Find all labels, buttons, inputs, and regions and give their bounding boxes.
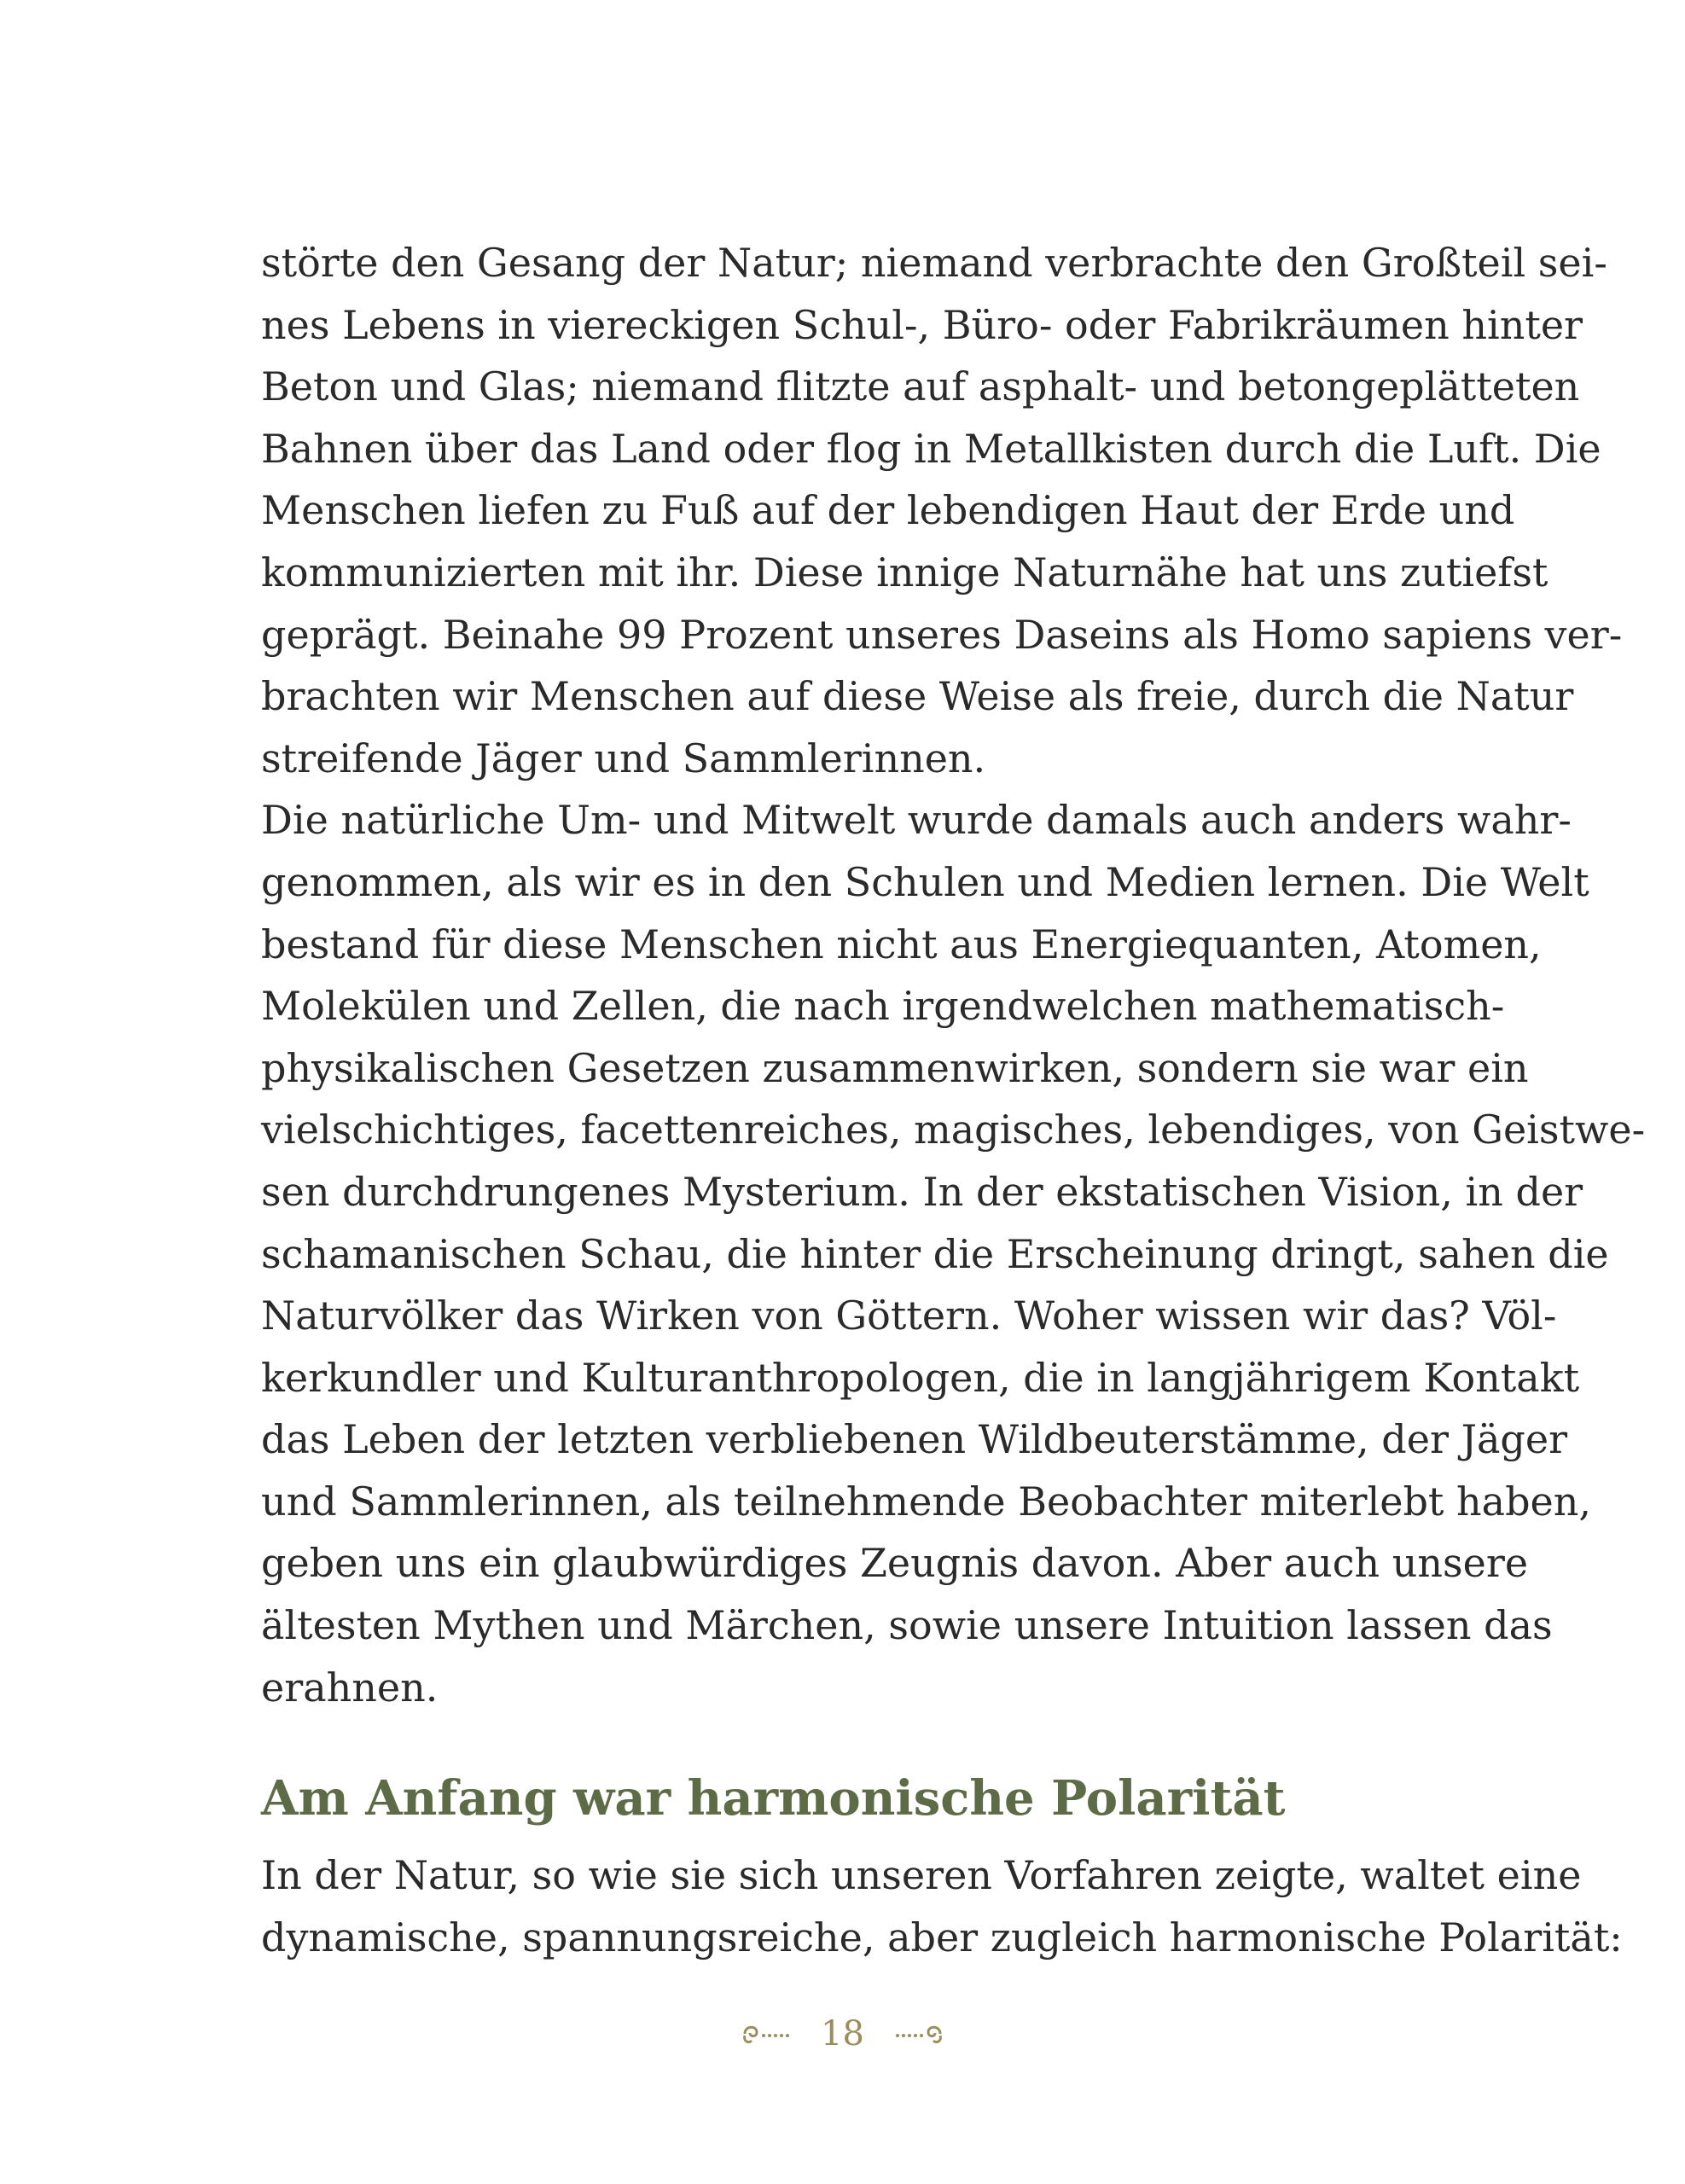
text-line: Menschen liefen zu Fuß auf der lebendigen Haut der Erde und xyxy=(261,487,1515,534)
paragraph-3 xyxy=(261,1844,1623,1968)
text-line: das Leben der letzten verbliebenen Wildbeuterstämme, der Jäger xyxy=(261,1416,1568,1463)
text-line: Bahnen über das Land oder flog in Metallkisten durch die Luft. Die xyxy=(261,425,1601,472)
scroll-ornament-icon xyxy=(891,2017,945,2051)
text-line: störte den Gesang der Natur; niemand verbrachte den Großteil sei- xyxy=(261,240,1607,286)
text-line: In der Natur, so wie sie sich unseren Vorfahren zeigte, waltet eine xyxy=(261,1852,1582,1898)
text-line: und Sammlerinnen, als teilnehmende Beobachter miterlebt haben, xyxy=(261,1478,1591,1525)
text-line: geben uns ein glaubwürdiges Zeugnis davon. Aber auch unsere xyxy=(261,1540,1529,1587)
text-line: sen durchdrungenes Mysterium. In der ekstatischen Vision, in der xyxy=(261,1168,1583,1215)
text-line: kommunizierten mit ihr. Diese innige Naturnähe hat uns zutiefst xyxy=(261,549,1548,595)
body-text-block-continued xyxy=(261,1844,1623,1968)
text-line: Naturvölker das Wirken von Göttern. Woher wissen wir das? Völ- xyxy=(261,1292,1557,1339)
text-line: geprägt. Beinahe 99 Prozent unseres Daseins als Homo sapiens ver- xyxy=(261,611,1623,658)
paragraph-2 xyxy=(261,789,1646,1718)
text-line: schamanischen Schau, die hinter die Erscheinung dringt, sahen die xyxy=(261,1230,1609,1277)
page-number: 18 xyxy=(821,2014,864,2053)
text-line: Molekülen und Zellen, die nach irgendwelchen mathematisch- xyxy=(261,983,1505,1030)
text-line: dynamische, spannungsreiche, aber zugleich harmonische Polarität: xyxy=(261,1914,1623,1960)
text-line: Die natürliche Um- und Mitwelt wurde damals auch anders wahr- xyxy=(261,797,1572,844)
text-line: bestand für diese Menschen nicht aus Energiequanten, Atomen, xyxy=(261,921,1542,967)
text-line: physikalischen Gesetzen zusammenwirken, sondern sie war ein xyxy=(261,1044,1529,1091)
text-line: brachten wir Menschen auf diese Weise als freie, durch die Natur xyxy=(261,673,1574,720)
text-line: Beton und Glas; niemand flitzte auf asphalt- und betongeplätteten xyxy=(261,363,1580,410)
paragraph-1 xyxy=(261,232,1623,789)
scroll-ornament-icon xyxy=(740,2017,794,2051)
body-text-block xyxy=(261,232,1646,1718)
text-line: vielschichtiges, facettenreiches, magisches, lebendiges, von Geistwe- xyxy=(261,1107,1646,1153)
text-line: nes Lebens in viereckigen Schul-, Büro- oder Fabrikräumen hinter xyxy=(261,301,1583,348)
text-line: ältesten Mythen und Märchen, sowie unsere Intuition lassen das xyxy=(261,1602,1553,1649)
text-line: genommen, als wir es in den Schulen und Medien lernen. Die Welt xyxy=(261,858,1589,905)
text-line: streifende Jäger und Sammlerinnen. xyxy=(261,735,986,781)
section-heading: Am Anfang war harmonische Polarität xyxy=(261,1770,1286,1827)
text-line: erahnen. xyxy=(261,1664,439,1711)
text-line: kerkundler und Kulturanthropologen, die in langjährigem Kontakt xyxy=(261,1354,1580,1401)
page-folio xyxy=(0,2012,1685,2053)
